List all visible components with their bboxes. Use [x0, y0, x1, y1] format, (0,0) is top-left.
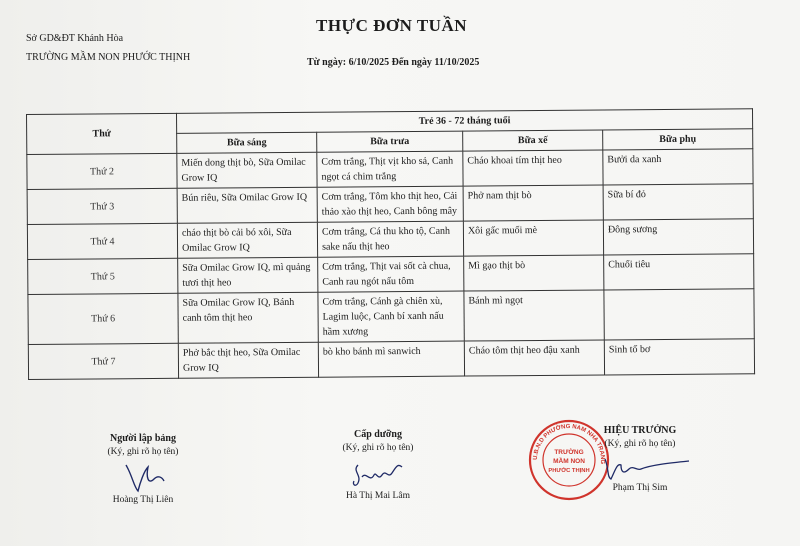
breakfast-header: Bữa sáng	[177, 132, 317, 153]
date-range: Từ ngày: 6/10/2025 Đến ngày 11/10/2025	[307, 57, 480, 68]
afternoon-cell: Phở nam thịt bò	[463, 185, 603, 221]
breakfast-cell: Miến dong thịt bò, Sữa Omilac Grow IQ	[177, 152, 317, 188]
stamp-ring-text: U.B.N.D PHƯỜNG NAM NHA TRANG	[532, 423, 606, 465]
afternoon-cell: Cháo tôm thịt heo đậu xanh	[464, 340, 604, 376]
snack-cell	[604, 289, 754, 340]
age-group-header: Trẻ 36 - 72 tháng tuổi	[176, 109, 752, 134]
stamp-line: MẦM NON	[553, 458, 585, 465]
snack-header: Bữa phụ	[603, 129, 753, 150]
lunch-cell: Cơm trắng, Cánh gà chiên xù, Lagim luộc, Canh bí xanh nấu hầm xương	[318, 291, 464, 342]
preparer-name: Hoàng Thị Liên	[112, 495, 174, 505]
lunch-header: Bữa trưa	[317, 131, 463, 152]
breakfast-cell: cháo thịt bò cải bó xôi, Sữa Omilac Grow IQ	[177, 222, 317, 258]
afternoon-cell: Cháo khoai tím thịt heo	[463, 150, 603, 186]
principal-note: (Ký, ghi rõ họ tên)	[604, 439, 676, 449]
table-row	[27, 219, 753, 260]
principal-signature-block	[570, 425, 710, 493]
day-cell: Thứ 2	[27, 153, 177, 189]
cook-name: Hà Thị Mai Lâm	[346, 491, 410, 501]
snack-cell: Đông sương	[603, 219, 753, 255]
day-cell: Thứ 4	[27, 223, 177, 259]
preparer-signature-block	[88, 433, 198, 505]
weekly-menu-table	[26, 108, 755, 380]
day-cell: Thứ 3	[27, 188, 177, 224]
principal-name: Phạm Thị Sim	[612, 483, 668, 493]
school-name: TRƯỜNG MẦM NON PHƯỚC THỊNH	[26, 52, 191, 63]
table-row	[28, 339, 754, 380]
afternoon-header: Bữa xế	[463, 130, 603, 151]
lunch-cell: Cơm trắng, Tôm kho thịt heo, Cải thảo xào thịt heo, Canh bông mây	[317, 186, 463, 222]
preparer-signature-scribble	[118, 461, 168, 495]
principal-signature-scribble	[585, 453, 695, 483]
stamp-line: PHƯỚC THỊNH	[548, 468, 590, 474]
stamp-line: TRƯỜNG	[554, 449, 584, 456]
page-title: THỰC ĐƠN TUẦN	[316, 16, 468, 35]
preparer-note: (Ký, ghi rõ họ tên)	[107, 447, 179, 457]
lunch-cell: Cơm trắng, Thịt vịt kho sả, Canh ngọt cá chim trắng	[317, 151, 463, 187]
snack-cell: Sinh tố bơ	[604, 339, 754, 375]
breakfast-cell: Phở bắc thịt heo, Sữa Omilac Grow IQ	[178, 342, 318, 378]
preparer-role: Người lập bảng	[109, 433, 176, 444]
snack-cell: Bưởi da xanh	[603, 149, 753, 185]
table-row	[27, 184, 753, 225]
afternoon-cell: Mì gạo thịt bò	[464, 255, 604, 291]
lunch-cell: Cơm trắng, Cá thu kho tộ, Canh sake nấu thịt heo	[317, 221, 463, 257]
afternoon-cell: Xôi gấc muối mè	[463, 220, 603, 256]
table-row	[27, 149, 753, 190]
lunch-cell: bò kho bánh mì sanwich	[318, 341, 464, 377]
lunch-cell: Cơm trắng, Thịt vai sốt cà chua, Canh rau ngót nấu tôm	[318, 256, 464, 292]
breakfast-cell: Sữa Omilac Grow IQ, Bánh canh tôm thịt heo	[178, 292, 318, 343]
day-cell: Thứ 5	[28, 258, 178, 294]
table-row	[28, 289, 754, 345]
breakfast-cell: Bún riêu, Sữa Omilac Grow IQ	[177, 187, 317, 223]
afternoon-cell: Bánh mì ngọt	[464, 290, 604, 341]
day-cell: Thứ 6	[28, 293, 178, 344]
table-row	[28, 254, 754, 295]
snack-cell: Sữa bí đỏ	[603, 184, 753, 220]
cook-signature-scribble	[348, 457, 408, 491]
snack-cell: Chuối tiêu	[604, 254, 754, 290]
day-column-header: Thứ	[27, 113, 177, 154]
day-cell: Thứ 7	[28, 343, 178, 379]
cook-note: (Ký, ghi rõ họ tên)	[342, 443, 414, 453]
department-name: Sở GD&ĐT Khánh Hòa	[26, 33, 124, 44]
cook-signature-block	[323, 429, 433, 501]
cook-role: Cấp dưỡng	[354, 429, 402, 440]
principal-role: HIỆU TRƯỞNG	[603, 425, 677, 436]
breakfast-cell: Sữa Omilac Grow IQ, mì quảng tươi thịt heo	[178, 257, 318, 293]
